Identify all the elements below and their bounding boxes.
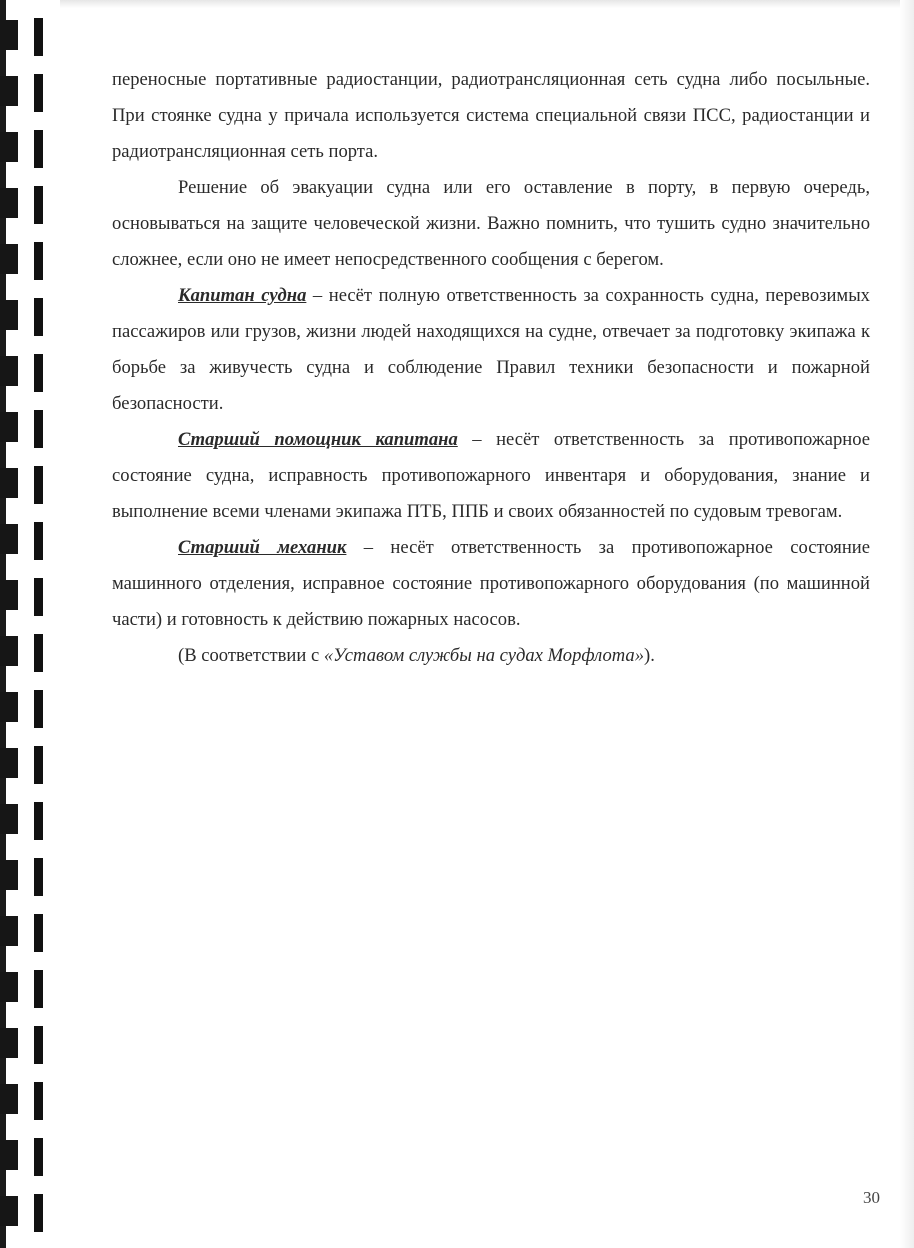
binding-hole (34, 1026, 43, 1064)
page-number: 30 (863, 1188, 880, 1207)
binding-tab (0, 636, 18, 666)
paragraph-text: – несёт полную ответственность за сохранность судна, перевозимых пассажиров или грузов, жизни людей находящихся на судне, отвечает за подготовку экипажа к борьбе за живучесть судна и соблюдение Правил техники безопасности и пожарной безопасности. (112, 285, 870, 414)
binding-tab (0, 804, 18, 834)
binding-hole (34, 130, 43, 168)
binding-tab (0, 748, 18, 778)
binding-hole (34, 578, 43, 616)
scan-right-shadow (900, 0, 914, 1248)
binding-tab (0, 300, 18, 330)
paragraph-text: Решение об эвакуации судна или его оставление в порту, в первую очередь, основываться на защите человеческой жизни. Важно помнить, что тушить судно значительно сложнее, если оно не имеет непосредственного сообщения с берегом. (112, 177, 870, 270)
reference-suffix: ). (644, 645, 655, 666)
paragraph-chief-mate (112, 422, 870, 530)
binding-hole (34, 1194, 43, 1232)
binding-tab (0, 20, 18, 50)
term-chief-mate: Старший помощник капитана (178, 429, 458, 450)
binding-tab (0, 1196, 18, 1226)
scan-top-shadow (60, 0, 914, 8)
paragraph-text: – несёт ответственность за противопожарное состояние судна, исправность противопожарного инвентаря и оборудования, знание и выполнение всеми членами экипажа ПТБ, ППБ и своих обязанностей по судовым тревогам. (112, 429, 870, 522)
term-captain: Капитан судна (178, 285, 307, 306)
binding-tab (0, 1028, 18, 1058)
binding-tab (0, 916, 18, 946)
binding-tab (0, 468, 18, 498)
reference-prefix: (В соответствии с (178, 645, 324, 666)
binding-hole (34, 690, 43, 728)
binding-tab (0, 76, 18, 106)
paragraph-captain (112, 278, 870, 422)
binding-hole (34, 466, 43, 504)
binding-hole (34, 74, 43, 112)
binding-hole (34, 914, 43, 952)
binding-tab (0, 132, 18, 162)
paragraph-communication (112, 62, 870, 170)
binding-hole (34, 802, 43, 840)
binding-tab (0, 972, 18, 1002)
binding-hole (34, 242, 43, 280)
binding-tab (0, 860, 18, 890)
binding-hole (34, 970, 43, 1008)
binding-hole (34, 18, 43, 56)
binding-tab (0, 244, 18, 274)
binding-hole (34, 410, 43, 448)
binding-hole (34, 186, 43, 224)
binding-hole (34, 634, 43, 672)
binding-tab (0, 412, 18, 442)
binding-tab (0, 356, 18, 386)
document-body (112, 62, 870, 674)
binding-tab (0, 1140, 18, 1170)
paragraph-reference (112, 638, 870, 674)
binding-tab (0, 1084, 18, 1114)
paragraph-text: – несёт ответственность за противопожарное состояние машинного отделения, исправное состояние противопожарного оборудования (по машинной части) и готовность к действию пожарных насосов. (112, 537, 870, 630)
spiral-binding (0, 0, 48, 1248)
binding-hole (34, 746, 43, 784)
binding-tab (0, 524, 18, 554)
binding-hole (34, 1138, 43, 1176)
binding-tab (0, 580, 18, 610)
binding-tab (0, 692, 18, 722)
paragraph-text: переносные портативные радиостанции, радиотрансляционная сеть судна либо посыльные. При стоянке судна у причала используется система специальной связи ПСС, радиостанции и радиотрансляционная сеть порта. (112, 69, 870, 162)
reference-title: «Уставом службы на судах Морфлота» (323, 645, 645, 666)
binding-hole (34, 858, 43, 896)
binding-hole (34, 1082, 43, 1120)
binding-tab (0, 188, 18, 218)
paragraph-chief-engineer (112, 530, 870, 638)
term-chief-engineer: Старший механик (178, 537, 347, 558)
paragraph-evacuation (112, 170, 870, 278)
binding-hole (34, 354, 43, 392)
binding-hole (34, 522, 43, 560)
binding-hole (34, 298, 43, 336)
